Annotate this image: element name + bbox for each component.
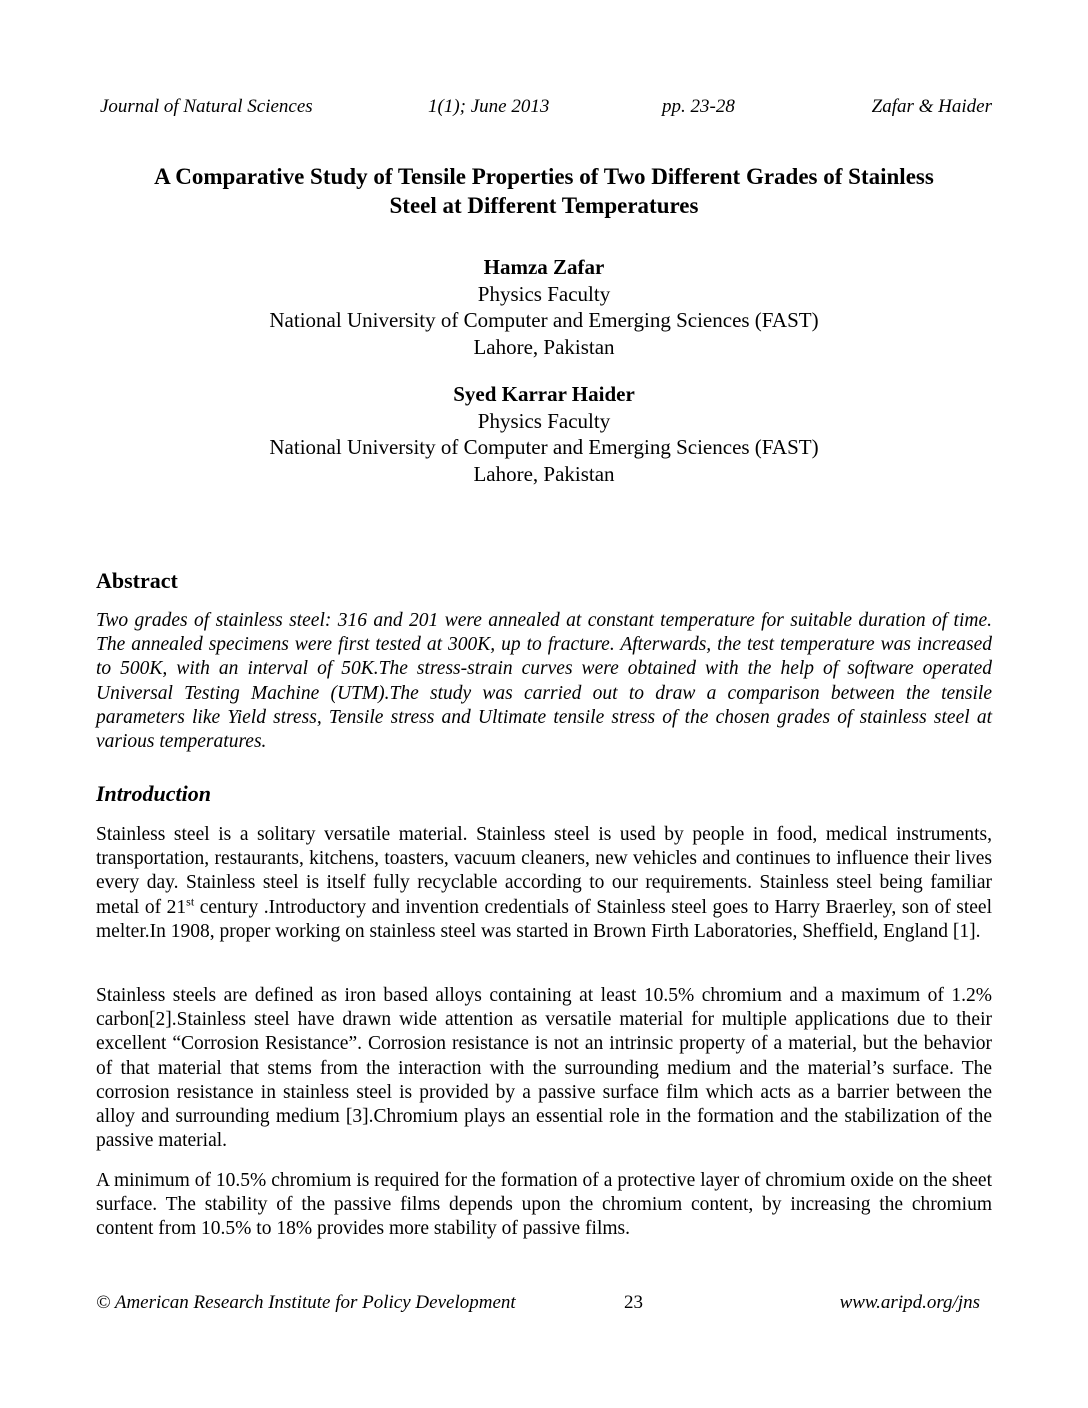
introduction-heading: Introduction bbox=[96, 781, 211, 806]
copyright-notice: © American Research Institute for Policy Development bbox=[96, 1292, 516, 1313]
author-department: Physics Faculty bbox=[477, 281, 611, 306]
paper-title-line-2: Steel at Different Temperatures bbox=[389, 193, 699, 218]
paper-title-line-1: A Comparative Study of Tensile Properties of Two Different Grades of Stainless bbox=[154, 164, 934, 189]
page-number: 23 bbox=[624, 1292, 643, 1313]
page-range: pp. 23-28 bbox=[662, 96, 735, 117]
author-location: Lahore, Pakistan bbox=[473, 334, 615, 359]
abstract-text: Two grades of stainless steel: 316 and 201 were annealed at constant temperature for suitable duration of time. The annealed specimens were first tested at 300K, up to fracture. Afterwards, the test temperature was increased to 500K, with an interval of 50K.The stress-strain curves were obtained with the help of software operated Universal Testing Machine (UTM).The study was carried out to draw a comparison between the tensile parameters like Yield stress, Tensile stress and Ultimate tensile stress of the chosen grades of stainless steel at various temperatures. bbox=[96, 610, 992, 753]
author-name: Syed Karrar Haider bbox=[453, 382, 635, 406]
intro-paragraph-2: Stainless steels are defined as iron based alloys containing at least 10.5% chromium and a maximum of 1.2% carbon[2].Stainless steel have drawn wide attention as versatile material for multiple applications due to their excellent “Corrosion Resistance”. Corrosion resistance is not an intrinsic property of a material, but the behavior of that material that stems from the interaction with the surrounding medium and the material’s surface. The corrosion resistance in stainless steel is provided by a passive surface film which acts as a barrier between the alloy and surrounding medium [3].Chromium plays an essential role in the formation and the stabilization of the passive material. bbox=[96, 985, 992, 1152]
journal-url[interactable]: www.aripd.org/jns bbox=[839, 1292, 980, 1313]
author-block-2 bbox=[96, 381, 992, 487]
journal-name: Journal of Natural Sciences bbox=[100, 96, 313, 117]
intro-paragraph-1-part-a: Stainless steel is a solitary versatile material. Stainless steel is used by people in food, medical instruments, transportation, restaurants, kitchens, toasters, vacuum cleaners, new vehicles and continues to influence their lives every day. Stainless steel is itself fully recyclable according to our requirements. Stainless steel being familiar metal of 21 bbox=[96, 824, 992, 918]
intro-paragraph-1-part-b: century .Introductory and invention credentials of Stainless steel goes to Harry Braerley, son of steel melter.In 1908, proper working on stainless steel was started in Brown Firth Laboratories, Sheffield, England [1]. bbox=[96, 896, 992, 942]
paper-title bbox=[96, 162, 992, 220]
running-authors: Zafar & Haider bbox=[871, 96, 992, 117]
journal-issue: 1(1); June 2013 bbox=[428, 96, 550, 117]
superscript-st: st bbox=[186, 894, 195, 909]
abstract-heading: Abstract bbox=[96, 568, 178, 593]
author-name: Hamza Zafar bbox=[483, 255, 605, 279]
intro-paragraph-1 bbox=[96, 823, 992, 944]
author-institution: National University of Computer and Emerging Sciences (FAST) bbox=[269, 435, 819, 459]
author-location: Lahore, Pakistan bbox=[473, 461, 615, 486]
author-block-1 bbox=[96, 254, 992, 360]
intro-paragraph-3: A minimum of 10.5% chromium is required for the formation of a protective layer of chromium oxide on the sheet surface. The stability of the passive films depends upon the chromium content, by increasing the chromium content from 10.5% to 18% provides more stability of passive films. bbox=[96, 1170, 992, 1240]
author-institution: National University of Computer and Emerging Sciences (FAST) bbox=[269, 308, 819, 332]
author-department: Physics Faculty bbox=[477, 408, 611, 433]
